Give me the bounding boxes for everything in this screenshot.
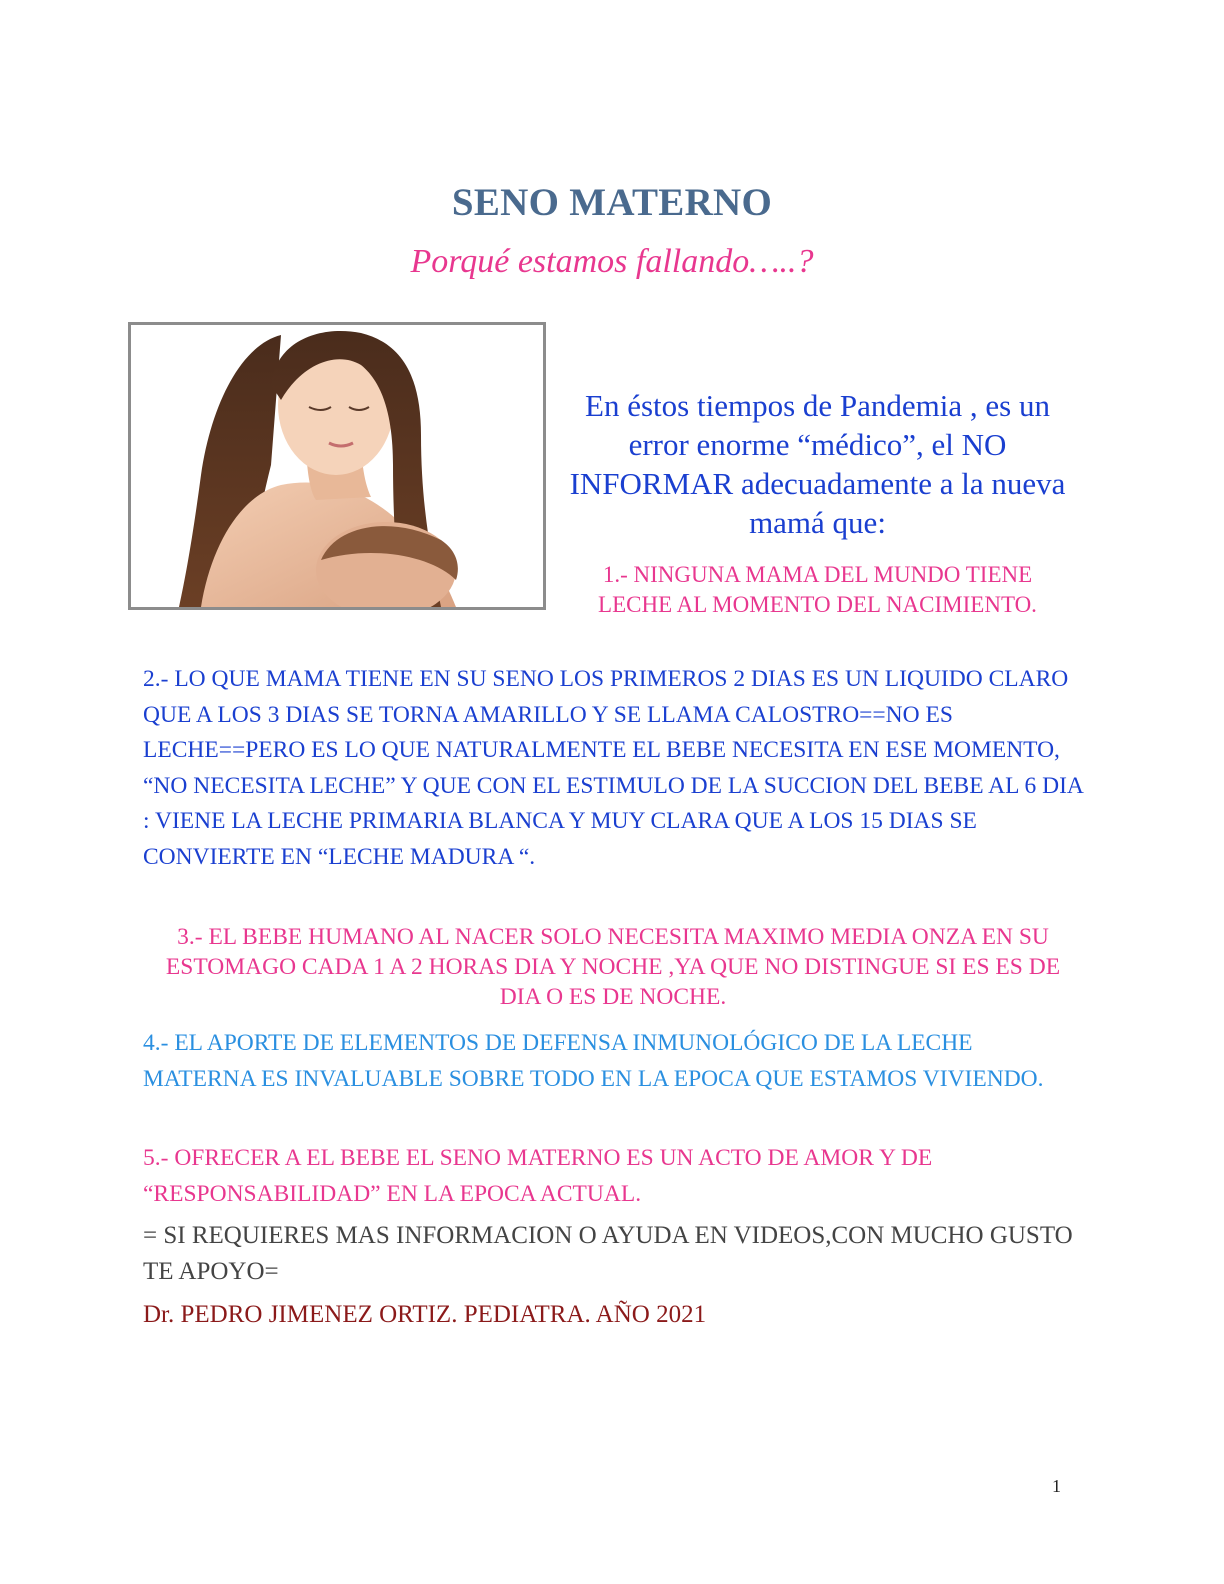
intro-text-part2: adecuadamente a la nueva mamá que: bbox=[733, 466, 1066, 540]
mother-baby-illustration bbox=[131, 325, 543, 607]
point-2: 2.- LO QUE MAMA TIENE EN SU SENO LOS PRIMEROS 2 DIAS ES UN LIQUIDO CLARO QUE A LOS 3 DIAS SE TORNA AMARILLO Y SE LLAMA CALOSTRO==NO ES LECHE==PERO ES LO QUE NATURALMENTE EL BEBE NECESITA EN ESE MOMENTO, “NO NECESITA LECHE” Y QUE CON EL ESTIMULO DE LA SUCCION DEL BEBE AL 6 DIA : VIENE LA LECHE PRIMARIA BLANCA Y MUY CLARA QUE A LOS 15 DIAS SE CONVIERTE EN “LECHE MADURA “. bbox=[143, 666, 1083, 870]
point-1: 1.- NINGUNA MAMA DEL MUNDO TIENE LECHE AL MOMENTO DEL NACIMIENTO. bbox=[598, 562, 1037, 617]
point-4: 4.- EL APORTE DE ELEMENTOS DE DEFENSA INMUNOLÓGICO DE LA LECHE MATERNA ES INVALUABLE SOBRE TODO EN LA EPOCA QUE ESTAMOS VIVIENDO. bbox=[143, 1030, 1044, 1092]
intro-paragraph bbox=[565, 386, 1070, 542]
intro-emphasis: NO INFORMAR bbox=[569, 427, 1007, 501]
intro-text-part1: En éstos tiempos de Pandemia , es un error enorme “médico”, el bbox=[585, 388, 1050, 462]
page-title: SENO MATERNO bbox=[451, 181, 773, 224]
contact-note: = SI REQUIERES MAS INFORMACION O AYUDA EN VIDEOS,CON MUCHO GUSTO TE APOYO= bbox=[143, 1222, 1073, 1285]
point-3: 3.- EL BEBE HUMANO AL NACER SOLO NECESITA MAXIMO MEDIA ONZA EN SU ESTOMAGO CADA 1 A 2 HORAS DIA Y NOCHE ,YA QUE NO DISTINGUE SI ES ES DE DIA O ES DE NOCHE. bbox=[165, 924, 1061, 1010]
point-5: 5.- OFRECER A EL BEBE EL SENO MATERNO ES UN ACTO DE AMOR Y DE “RESPONSABILIDAD” EN LA EPOCA ACTUAL. bbox=[143, 1145, 933, 1207]
mother-breastfeeding-photo bbox=[128, 322, 546, 610]
page-number: 1 bbox=[1052, 1476, 1061, 1496]
author-signature: Dr. PEDRO JIMENEZ ORTIZ. PEDIATRA. AÑO 2021 bbox=[143, 1301, 707, 1328]
page-subtitle: Porqué estamos fallando…..? bbox=[410, 243, 814, 280]
